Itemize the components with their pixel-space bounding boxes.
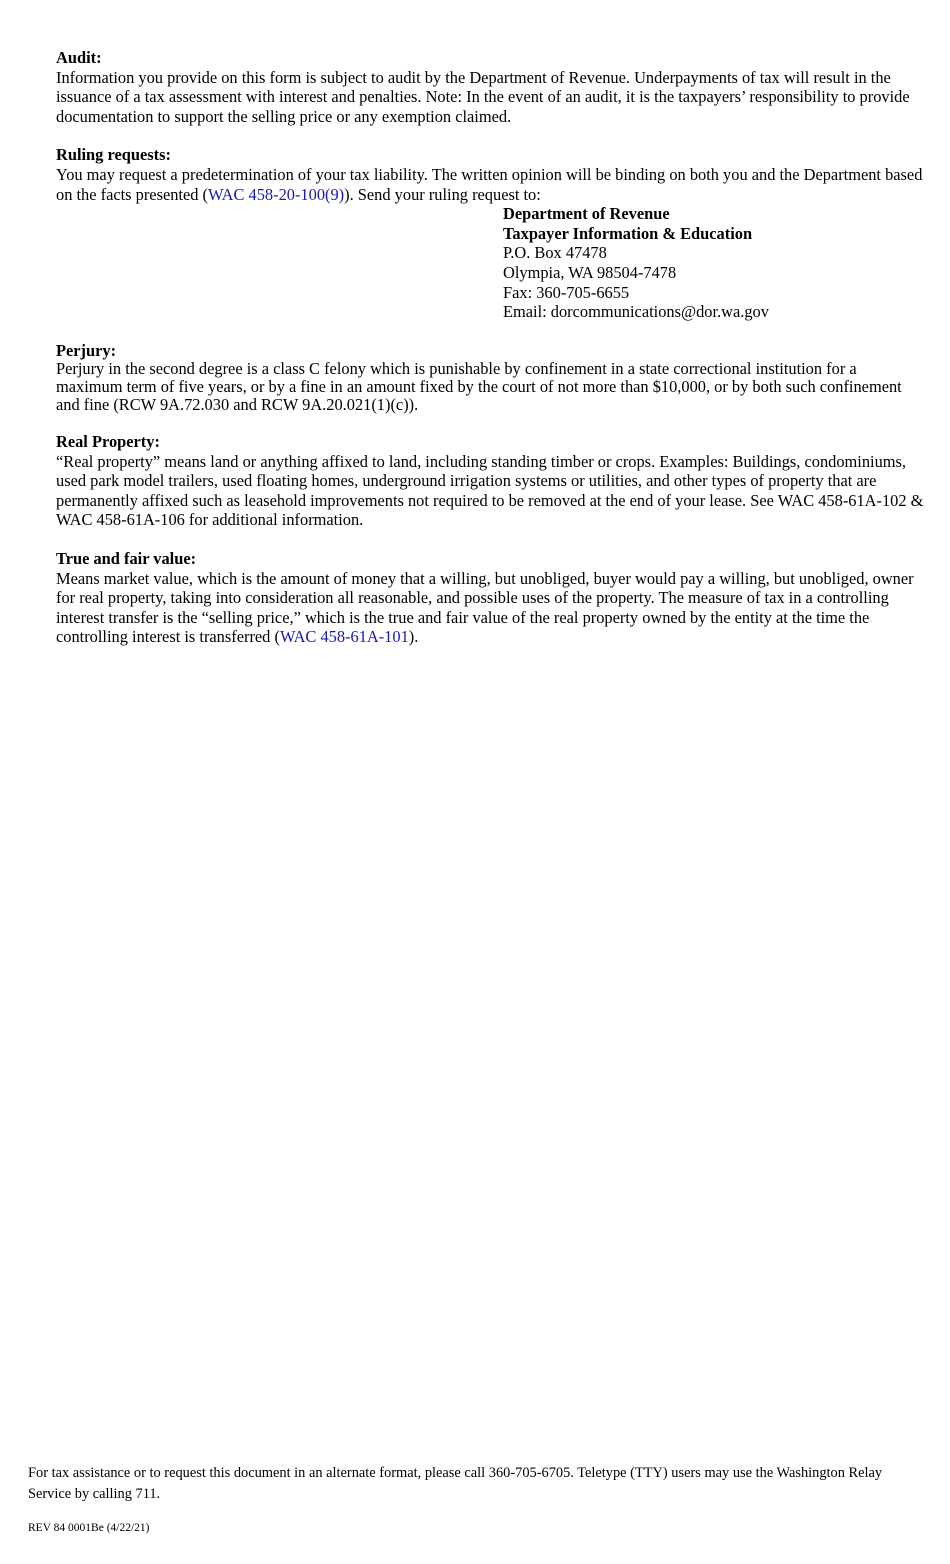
ruling-heading: Ruling requests: (56, 145, 171, 165)
true-fair-heading: True and fair value: (56, 549, 197, 569)
real-property-heading: Real Property: (56, 432, 160, 452)
ruling-text-before: You may request a predetermination of your tax liability. The written opinion will be binding on both you and the Department based on the facts presented ( (56, 164, 923, 204)
document-body (56, 48, 926, 666)
address-email: Email: dorcommunications@dor.wa.gov (503, 302, 769, 322)
ruling-text-after: ). Send your ruling request to: (344, 184, 541, 204)
address-city-state: Olympia, WA 98504-7478 (503, 262, 677, 282)
audit-text: Information you provide on this form is subject to audit by the Department of Revenue. Underpayments of tax will result in the issuance of a tax assessment with interest and penalties. Note: In the event of an audit, it is the taxpayers’ responsibility to provide documentation to support the selling price or any exemption claimed. (56, 67, 910, 126)
ruling-section (56, 145, 926, 321)
true-fair-wac-link[interactable]: WAC 458-61A-101 (279, 627, 409, 647)
audit-heading: Audit: (56, 48, 102, 67)
ruling-address (503, 204, 926, 322)
address-fax: Fax: 360-705-6655 (503, 282, 630, 302)
true-fair-text-after: ). (408, 627, 419, 647)
address-po-box: P.O. Box 47478 (503, 243, 607, 263)
real-property-text: “Real property” means land or anything affixed to land, including standing timber or crops. Examples: Buildings, condominiums, used park model trailers, used floating homes, underground irrigation systems or utilities, and other types of property that are permanently affixed such as leasehold improvements not required to be removed at the end of your lease. See WAC 458-61A-102 & WAC 458-61A-106 for additional information. (56, 451, 924, 530)
real-property-section (56, 432, 926, 530)
address-division: Taxpayer Information & Education (503, 223, 753, 243)
true-fair-text (56, 569, 926, 647)
true-fair-text-before: Means market value, which is the amount of money that a willing, but unobliged, buyer would pay a willing, but unobliged, owner for real property, taking into consideration all reasonable, and possible uses of the property. The measure of tax in a controlling interest transfer is the “selling price,” which is the true and fair value of the real property owned by the entity at the time the controlling interest is transferred ( (56, 568, 914, 647)
audit-section (56, 48, 926, 126)
true-fair-section (56, 549, 926, 647)
perjury-heading: Perjury: (56, 340, 117, 360)
footer-assistance-note: For tax assistance or to request this document in an alternate format, please call 360-705-6705. Teletype (TTY) users may use the Washington Relay Service by calling 711. (28, 1465, 883, 1502)
perjury-text: Perjury in the second degree is a class C felony which is punishable by confinement in a state correctional institution for a maximum term of five years, or by a fine in an amount fixed by the court of not more than $10,000, or by both such confinement and fine (RCW 9A.72.030 and RCW 9A.20.021(1)(c)). (56, 359, 902, 414)
address-department: Department of Revenue (503, 204, 670, 224)
form-code: REV 84 0001Be (4/22/21) (28, 1522, 150, 1534)
perjury-section (56, 341, 926, 413)
ruling-wac-link[interactable]: WAC 458-20-100(9) (208, 184, 345, 204)
ruling-text (56, 165, 926, 204)
